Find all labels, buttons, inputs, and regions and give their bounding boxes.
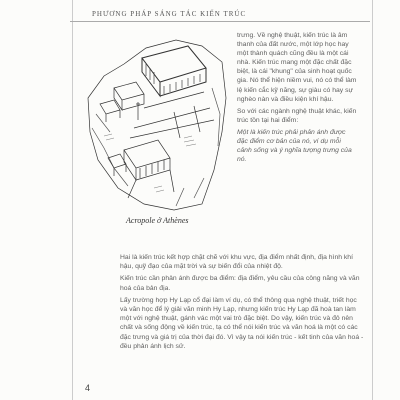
erechtheion bbox=[114, 82, 144, 110]
side-paragraph-2: So với các ngành nghệ thuật khác, kiến trúc tồn tại hai điểm: bbox=[237, 107, 357, 124]
main-paragraph-3: Lấy trường hợp Hy Lạp cổ đại làm ví dụ, có thể thông qua nghệ thuật, triết học và văn học để lý giải văn minh Hy Lạp, nhưng kiến trúc Hy Lạp đã hoà tan làm một với nghệ thuật, gánh vác một vai trò đặc biệt. Do vậy, kiến trúc và đô nên chất và sống động về kiến trúc, tạ có thể nói kiến trúc và văn hoá là một có các đặc trưng và giá trị của thời đại đó. Vì vậy ta nói kiến trúc - kết tinh của văn hoá - đều phản ánh lịch sử. bbox=[120, 296, 364, 350]
side-paragraph-1: trưng. Về nghệ thuật, kiến trúc là âm thanh của đất nước, một lớp học hay một thành quách cũng đều là một cái nhà. Kiến trúc mang một đặc chất đặc biệt, là cái "khung" của sinh hoạt quốc gia. Nó thể hiện niềm vui, nó có thể làm lệ kiến cắc kỹ năng, sự giàu có hay sự nghèo nàn và điều kiện khí hậu. bbox=[237, 32, 357, 103]
hill-outline bbox=[88, 40, 226, 210]
statue-athena bbox=[136, 102, 140, 120]
page-gutter-line bbox=[72, 0, 73, 400]
main-body-text bbox=[120, 253, 365, 354]
courtyard-walls bbox=[130, 92, 214, 138]
side-column-text bbox=[237, 31, 357, 167]
propylaea bbox=[124, 140, 170, 180]
page-number: 4 bbox=[85, 383, 91, 393]
parthenon-columns bbox=[146, 64, 200, 94]
running-header: PHƯƠNG PHÁP SÁNG TÁC KIẾN TRÚC bbox=[92, 10, 247, 18]
acropolis-drawing bbox=[84, 28, 230, 214]
side-paragraph-3: Một là kiến trúc phải phản ánh được đặc điểm cơ bản của nó, ví dụ mỗi cảnh sống và ý nghĩa tượng trưng của nó. bbox=[237, 128, 352, 164]
main-paragraph-2: Kiến trúc cần phản ánh được ba điểm: địa điểm, yêu cầu của công năng và văn hoá của bản địa. bbox=[120, 275, 360, 292]
hill-cliff-shading bbox=[92, 88, 220, 206]
main-paragraph-1: Hai là kiến trúc kết hợp chặt chẽ với khu vực, địa điểm nhất định, địa hình khí hậu, quỹ đạo của mặt trời và sự biến đổi của nhiệt độ. bbox=[120, 254, 353, 271]
west-buildings bbox=[100, 100, 120, 122]
ramp bbox=[128, 170, 174, 198]
parthenon bbox=[142, 46, 206, 96]
page-edge-line bbox=[372, 0, 373, 400]
header-divider bbox=[70, 21, 370, 22]
figure-caption: Acropole ở Athènes bbox=[126, 216, 189, 225]
temple-nike bbox=[108, 154, 126, 176]
acropolis-illustration bbox=[84, 28, 230, 214]
